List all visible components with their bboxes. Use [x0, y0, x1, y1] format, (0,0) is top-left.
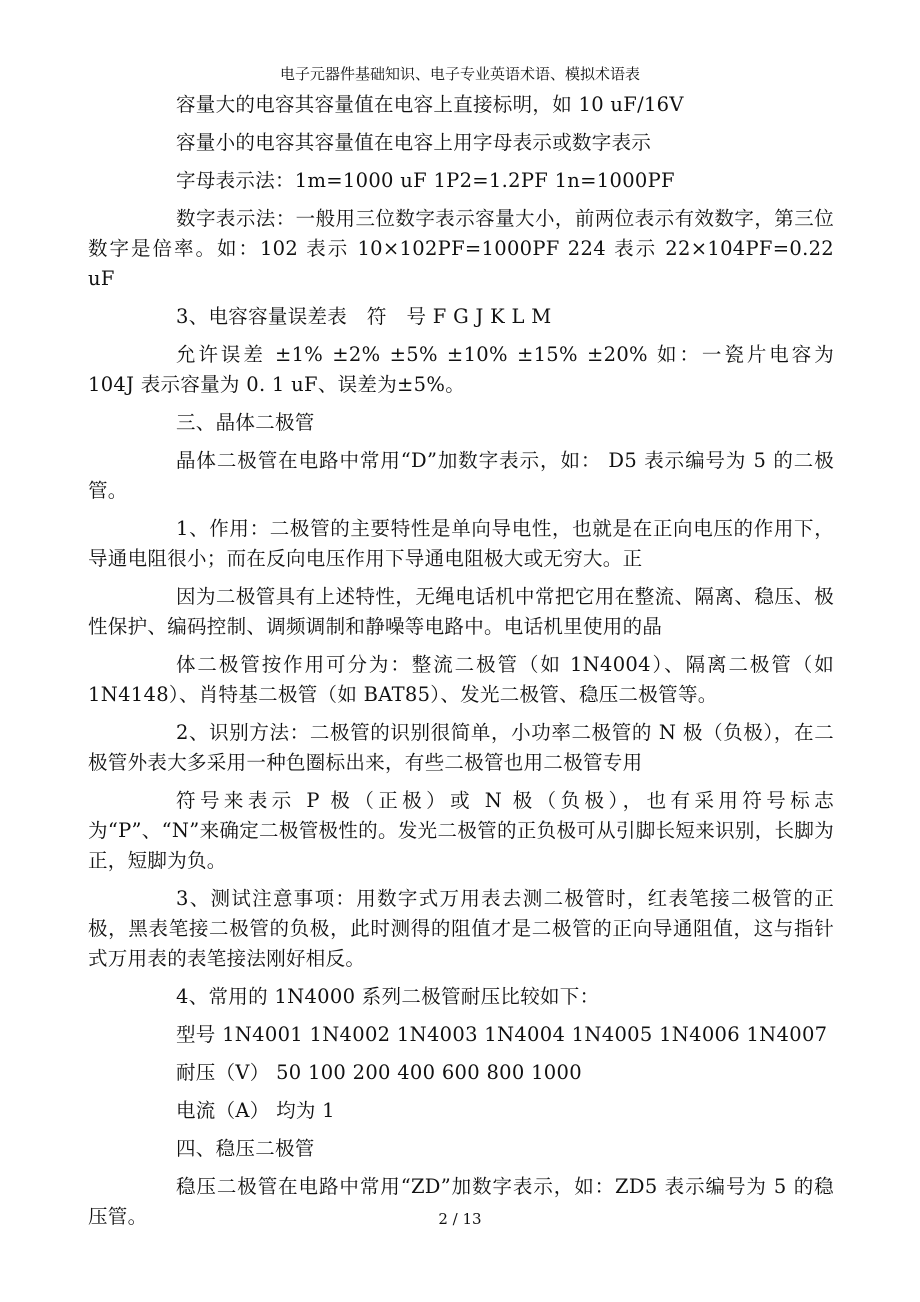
paragraph-tolerance-values: 允许误差 ±1% ±2% ±5% ±10% ±15% ±20% 如：一瓷片电容为 104J 表示容量为 0. 1 uF、误差为±5%。: [88, 343, 834, 396]
paragraph-diode-function: 1、作用：二极管的主要特性是单向导电性，也就是在正向电压的作用下，导通电阻很小；而在反向电压作用下导通电阻极大或无穷大。正: [88, 517, 834, 570]
paragraph-letter-notation: 字母表示法：1m=1000 uF 1P2=1.2PF 1n=1000PF: [176, 169, 675, 192]
paragraph-diode-types: 体二极管按作用可分为：整流二极管（如 1N4004）、隔离二极管（如 1N4148）、肖特基二极管（如 BAT85）、发光二极管、稳压二极管等。: [88, 653, 834, 706]
document-body: [88, 90, 834, 1240]
paragraph-diode-symbol: 晶体二极管在电路中常用“D”加数字表示，如： D5 表示编号为 5 的二极管。: [88, 449, 834, 502]
section-heading-zener: 四、稳压二极管: [176, 1137, 315, 1160]
paragraph-diode-polarity: 符号来表示 P 极（正极）或 N 极（负极），也有采用符号标志为“P”、“N”来确定二极管极性的。发光二极管的正负极可从引脚长短来识别，长脚为正，短脚为负。: [88, 789, 834, 872]
paragraph-1n4000-voltages: 耐压（V） 50 100 200 400 600 800 1000: [176, 1061, 582, 1084]
page-number: 2 / 13: [438, 1210, 482, 1228]
paragraph-digit-notation: 数字表示法：一般用三位数字表示容量大小，前两位表示有效数字，第三位数字是倍率。如：102 表示 10×102PF=1000PF 224 表示 22×104PF=0.22 uF: [88, 207, 834, 290]
paragraph-1n4000-current: 电流（A） 均为 1: [176, 1099, 335, 1122]
paragraph-diode-usage: 因为二极管具有上述特性，无绳电话机中常把它用在整流、隔离、稳压、极性保护、编码控制、调频调制和静噪等电路中。电话机里使用的晶: [88, 585, 834, 638]
paragraph-1n4000-models: 型号 1N4001 1N4002 1N4003 1N4004 1N4005 1N4006 1N4007: [176, 1023, 828, 1046]
paragraph-zener-symbol: 稳压二极管在电路中常用“ZD”加数字表示，如：ZD5 表示编号为 5 的稳压管。: [88, 1175, 834, 1228]
paragraph-diode-identification: 2、识别方法：二极管的识别很简单，小功率二极管的 N 极（负极），在二极管外表大多采用一种色圈标出来，有些二极管也用二极管专用: [88, 721, 834, 774]
page-header: 电子元器件基础知识、电子专业英语术语、模拟术语表: [279, 65, 640, 83]
paragraph-1n4000-intro: 4、常用的 1N4000 系列二极管耐压比较如下：: [176, 985, 600, 1008]
paragraph-large-capacitor-marking: 容量大的电容其容量值在电容上直接标明，如 10 uF/16V: [176, 93, 684, 116]
paragraph-small-capacitor-marking: 容量小的电容其容量值在电容上用字母表示或数字表示: [176, 131, 652, 154]
section-heading-diode: 三、晶体二极管: [176, 411, 315, 434]
paragraph-tolerance-symbols: 3、电容容量误差表 符 号 F G J K L M: [176, 305, 552, 328]
paragraph-test-notes: 3、测试注意事项：用数字式万用表去测二极管时，红表笔接二极管的正极，黑表笔接二极管的负极，此时测得的阻值才是二极管的正向导通阻值，这与指针式万用表的表笔接法刚好相反。: [88, 887, 834, 970]
